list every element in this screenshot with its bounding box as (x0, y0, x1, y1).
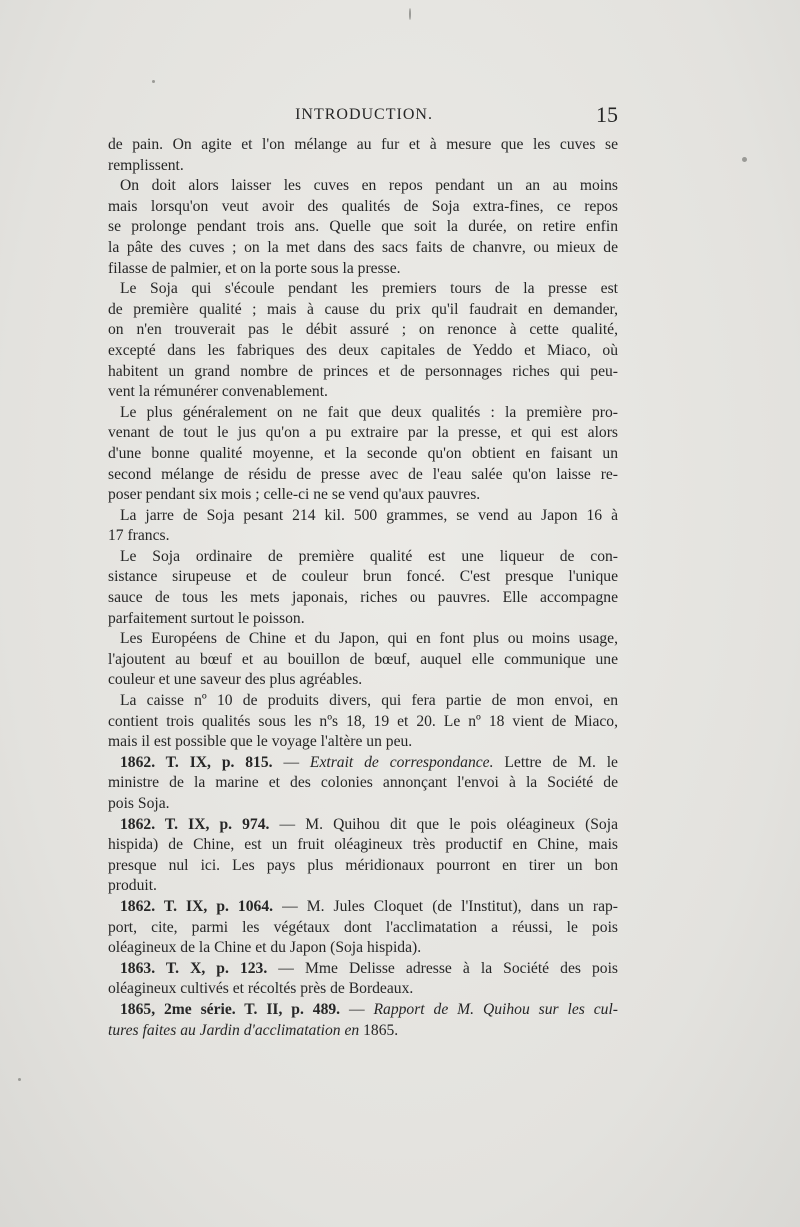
text-line (108, 547, 618, 568)
text-line (108, 567, 618, 588)
text-line (108, 897, 618, 918)
text-run: sauce de tous les mets japonais, riches ou pauvres. Elle accompagne (108, 589, 618, 607)
text-run: habitent un grand nombre de princes et de personnages riches qui peu- (108, 362, 618, 380)
italic-title: tures faites au Jardin d'acclimatation en (108, 1021, 360, 1039)
text-run: oléagineux de la Chine et du Japon (Soja hispida). (108, 939, 422, 957)
text-run: on n'en trouverait pas le débit assuré ; on renonce à cette qualité, (108, 321, 618, 339)
text-line (108, 526, 618, 547)
bold-ref: 1862. T. IX, p. 815. (120, 753, 273, 771)
text-run: produit. (108, 877, 157, 895)
text-line (108, 691, 618, 712)
text-line (108, 959, 618, 980)
text-line (108, 1021, 618, 1042)
paper-speck (18, 1078, 21, 1081)
italic-title: Rapport de M. Quihou sur les cul- (373, 1000, 618, 1018)
text-line (108, 732, 618, 753)
text-line (108, 259, 618, 280)
paper-speck (409, 8, 411, 20)
body-text (108, 135, 618, 1041)
page-header (108, 104, 620, 128)
text-line (108, 670, 618, 691)
text-run: contient trois qualités sous les nºs 18, 19 et 20. Le nº 18 vient de Miaco, (108, 712, 618, 730)
text-run: Le Soja qui s'écoule pendant les premiers tours de la presse est (120, 280, 618, 298)
text-run: pois Soja. (108, 795, 170, 812)
running-head: INTRODUCTION. (295, 106, 433, 123)
text-line (108, 773, 618, 794)
text-run: mais il est possible que le voyage l'altère un peu. (108, 733, 413, 751)
text-line (108, 918, 618, 939)
bold-ref: 1862. T. IX, p. 1064. (120, 897, 274, 915)
bold-ref: 1863. T. X, p. 123. (120, 959, 268, 977)
text-run: mais lorsqu'on veut avoir des qualités de Soja extra-fines, ce repos (108, 197, 618, 215)
text-line (108, 1000, 618, 1021)
text-run: — M. Quihou dit que le pois oléagineux (Soja (269, 815, 618, 833)
text-line (108, 444, 618, 465)
text-line (108, 362, 618, 383)
text-run: Lettre de M. le (493, 753, 618, 771)
paper-speck (152, 80, 155, 83)
page-number: 15 (596, 102, 618, 127)
text-line (108, 794, 618, 815)
text-run: excepté dans les fabriques des deux capitales de Yeddo et Miaco, où (108, 341, 618, 359)
text-line (108, 465, 618, 486)
text-line (108, 485, 618, 506)
text-line (108, 588, 618, 609)
text-run: filasse de palmier, et on la porte sous la presse. (108, 259, 401, 277)
text-run: second mélange de résidu de presse avec de l'eau salée qu'on laisse re- (108, 465, 618, 483)
text-run: de pain. On agite et l'on mélange au fur et à mesure que les cuves se (108, 136, 618, 153)
text-run: hispida) de Chine, est un fruit oléagineux très productif en Chine, mais (108, 836, 618, 854)
text-line (108, 876, 618, 897)
text-run: La jarre de Soja pesant 214 kil. 500 grammes, se vend au Japon 16 à (120, 506, 618, 524)
text-run: — M. Jules Cloquet (de l'Institut), dans un rap- (273, 897, 618, 915)
text-line (108, 217, 618, 238)
text-line (108, 403, 618, 424)
text-run: la pâte des cuves ; on la met dans des sacs faits de chanvre, ou mieux de (108, 238, 618, 256)
text-run: de première qualité ; mais à cause du prix qu'il faudrait en demander, (108, 300, 618, 318)
text-run: d'une bonne qualité moyenne, et la seconde qu'on obtient en faisant un (108, 444, 618, 462)
text-run: couleur et une saveur des plus agréables. (108, 671, 363, 689)
text-run: La caisse nº 10 de produits divers, qui fera partie de mon envoi, en (120, 692, 618, 710)
text-line (108, 238, 618, 259)
text-line (108, 423, 618, 444)
text-run: ministre de la marine et des colonies annonçant l'envoi à la Société de (108, 774, 618, 792)
text-run: venant de tout le jus qu'on a pu extraire par la presse, et qui est alors (108, 424, 618, 442)
text-run: parfaitement surtout le poisson. (108, 609, 305, 627)
text-line (108, 197, 618, 218)
text-line (108, 320, 618, 341)
text-run: — (272, 753, 310, 771)
text-run: 17 francs. (108, 527, 170, 545)
text-line (108, 382, 618, 403)
text-run: Le plus généralement on ne fait que deux qualités : la première pro- (120, 403, 618, 421)
text-run: 1865. (359, 1021, 399, 1039)
text-line (108, 629, 618, 650)
text-run: se prolonge pendant trois ans. Quelle que soit la durée, on retire enfin (108, 218, 618, 236)
text-line (108, 135, 618, 156)
text-run: vent la rémunérer convenablement. (108, 383, 328, 401)
text-run: remplissent. (108, 156, 184, 174)
text-line (108, 176, 618, 197)
text-run: — (340, 1000, 374, 1018)
italic-title: Extrait de correspondance. (309, 753, 494, 771)
bold-ref: 1862. T. IX, p. 974. (120, 815, 270, 833)
text-line (108, 609, 618, 630)
text-line (108, 979, 618, 1000)
text-line (108, 712, 618, 733)
text-line (108, 650, 618, 671)
text-line (108, 300, 618, 321)
text-line (108, 856, 618, 877)
text-line (108, 156, 618, 177)
text-run: port, cite, parmi les végétaux dont l'acclimatation a réussi, le pois (108, 918, 618, 936)
text-line (108, 506, 618, 527)
text-line (108, 938, 618, 959)
text-run: presque nul ici. Les pays plus méridionaux pourront en tirer un bon (108, 856, 618, 874)
text-line (108, 815, 618, 836)
text-line (108, 753, 618, 774)
bold-ref: 1865, 2me série. T. II, p. 489. (120, 1000, 341, 1018)
text-run: oléagineux cultivés et récoltés près de Bordeaux. (108, 980, 414, 998)
text-line (108, 341, 618, 362)
text-line (108, 279, 618, 300)
text-run: l'ajoutent au bœuf et au bouillon de bœuf, auquel elle communique une (108, 650, 618, 668)
text-run: poser pendant six mois ; celle-ci ne se vend qu'aux pauvres. (108, 486, 481, 504)
text-run: Les Européens de Chine et du Japon, qui en font plus ou moins usage, (120, 630, 618, 648)
text-run: — Mme Delisse adresse à la Société des pois (267, 959, 618, 977)
text-run: Le Soja ordinaire de première qualité est une liqueur de con- (120, 547, 618, 565)
text-run: sistance sirupeuse et de couleur brun foncé. C'est presque l'unique (108, 568, 618, 586)
paper-speck (742, 157, 747, 162)
text-line (108, 835, 618, 856)
text-run: On doit alors laisser les cuves en repos pendant un an au moins (120, 177, 618, 195)
